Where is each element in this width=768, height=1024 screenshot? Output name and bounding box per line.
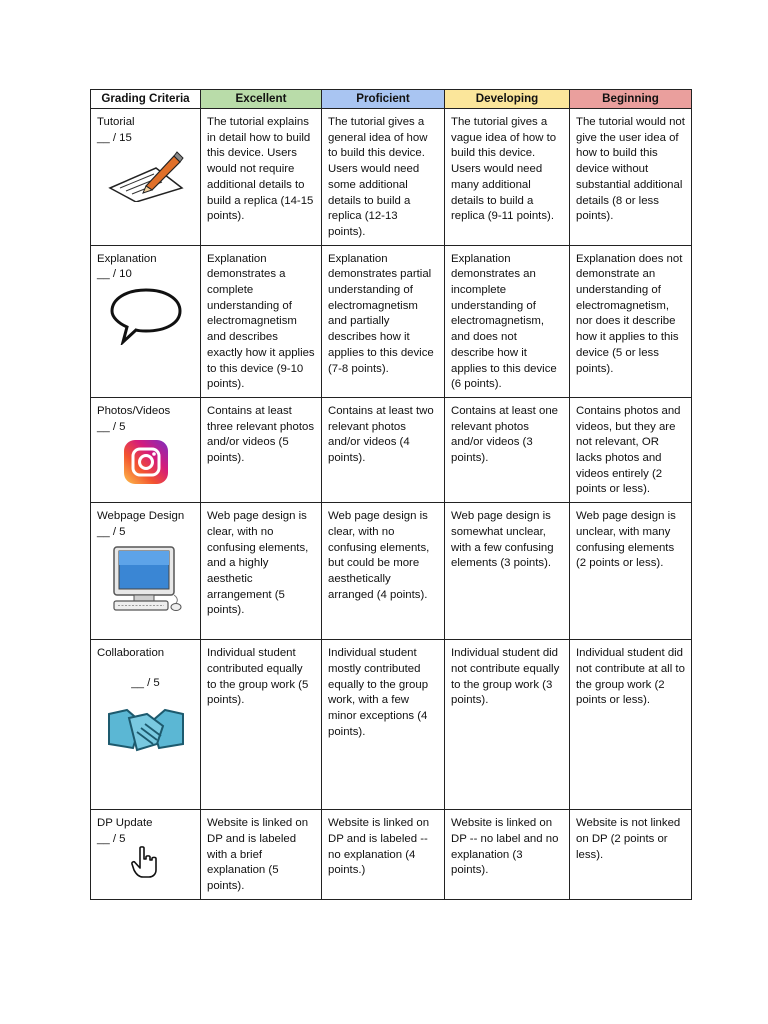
developing-cell: Website is linked on DP -- no label and no explanation (3 points).	[445, 810, 570, 900]
proficient-cell: Contains at least two relevant photos and/or videos (4 points).	[322, 397, 445, 502]
header-beginning: Beginning	[570, 90, 692, 109]
criteria-cell	[91, 245, 201, 397]
criteria-name: Webpage Design	[97, 510, 185, 523]
proficient-cell: Explanation demonstrates partial understanding of electromagnetism and partially describes how it applies to this device (7-8 points).	[322, 245, 445, 397]
developing-cell: The tutorial gives a vague idea of how to build this device. Users would need many additional details to build a replica (9-11 points).	[445, 109, 570, 246]
excellent-cell: Contains at least three relevant photos and/or videos (5 points).	[201, 397, 322, 502]
proficient-cell: Individual student mostly contributed equally to the group work, with a few minor exceptions (4 points).	[322, 640, 445, 810]
header-grading-criteria: Grading Criteria	[91, 90, 201, 109]
criteria-name: Photos/Videos	[97, 404, 171, 417]
criteria-score: __ / 5	[131, 676, 160, 689]
criteria-score: __ / 5	[97, 832, 126, 845]
beginning-cell: The tutorial would not give the user idea of how to build this device without substantial additional details (8 or less points).	[570, 109, 692, 246]
criteria-name: Explanation	[97, 252, 157, 265]
criteria-score: __ / 5	[97, 420, 126, 433]
header-row	[91, 90, 692, 109]
criteria-cell	[91, 109, 201, 246]
criteria-score: __ / 15	[97, 131, 132, 144]
criteria-cell	[91, 503, 201, 640]
criteria-name: Tutorial	[97, 116, 135, 128]
handshake-icon	[107, 704, 185, 760]
beginning-cell: Website is not linked on DP (2 points or less).	[570, 810, 692, 900]
pencil-paper-icon	[106, 150, 186, 202]
criteria-cell	[91, 810, 201, 900]
beginning-cell: Explanation does not demonstrate an understanding of electromagnetism, nor does it describe how it applies to this device (5 or less points).	[570, 245, 692, 397]
table-row	[91, 397, 692, 502]
developing-cell: Individual student did not contribute equally to the group work (3 points).	[445, 640, 570, 810]
table-row	[91, 640, 692, 810]
pointer-hand-icon	[131, 846, 161, 878]
table-row	[91, 810, 692, 900]
beginning-cell: Contains photos and videos, but they are not relevant, OR lacks photos and videos entirely (2 points or less).	[570, 397, 692, 502]
computer-icon	[108, 545, 184, 617]
grading-rubric-table	[90, 89, 692, 900]
proficient-cell: Web page design is clear, with no confusing elements, but could be more aesthetically arranged (4 points).	[322, 503, 445, 640]
criteria-score: __ / 5	[97, 525, 126, 538]
beginning-cell: Individual student did not contribute at all to the group work (2 points or less).	[570, 640, 692, 810]
table-row	[91, 245, 692, 397]
proficient-cell: The tutorial gives a general idea of how to build this device. Users would need some additional details to build a replica (12-13 points).	[322, 109, 445, 246]
header-proficient: Proficient	[322, 90, 445, 109]
proficient-cell: Website is linked on DP and is labeled -- no explanation (4 points.)	[322, 810, 445, 900]
header-excellent: Excellent	[201, 90, 322, 109]
criteria-score: __ / 10	[97, 268, 132, 281]
criteria-cell	[91, 397, 201, 502]
excellent-cell: Explanation demonstrates a complete understanding of electromagnetism and describes exactly how it applies to this device (9-10 points).	[201, 245, 322, 397]
excellent-cell: Individual student contributed equally to the group work (5 points).	[201, 640, 322, 810]
developing-cell: Contains at least one relevant photos and/or videos (3 points).	[445, 397, 570, 502]
table-row	[91, 503, 692, 640]
excellent-cell: The tutorial explains in detail how to build this device. Users would not require additional details to build a replica (14-15 points).	[201, 109, 322, 246]
criteria-name: Collaboration	[97, 647, 165, 660]
header-developing: Developing	[445, 90, 570, 109]
table-row	[91, 109, 692, 246]
beginning-cell: Web page design is unclear, with many confusing elements (2 points or less).	[570, 503, 692, 640]
criteria-cell	[91, 640, 201, 810]
speech-bubble-icon	[109, 287, 183, 345]
criteria-name: DP Update	[97, 817, 153, 830]
developing-cell: Web page design is somewhat unclear, with a few confusing elements (3 points).	[445, 503, 570, 640]
excellent-cell: Web page design is clear, with no confusing elements, and a highly aesthetic arrangement (5 points).	[201, 503, 322, 640]
excellent-cell: Website is linked on DP and is labeled with a brief explanation (5 points).	[201, 810, 322, 900]
instagram-icon	[123, 439, 169, 485]
developing-cell: Explanation demonstrates an incomplete understanding of electromagnetism, and does not describe how it applies to this device (6 points).	[445, 245, 570, 397]
